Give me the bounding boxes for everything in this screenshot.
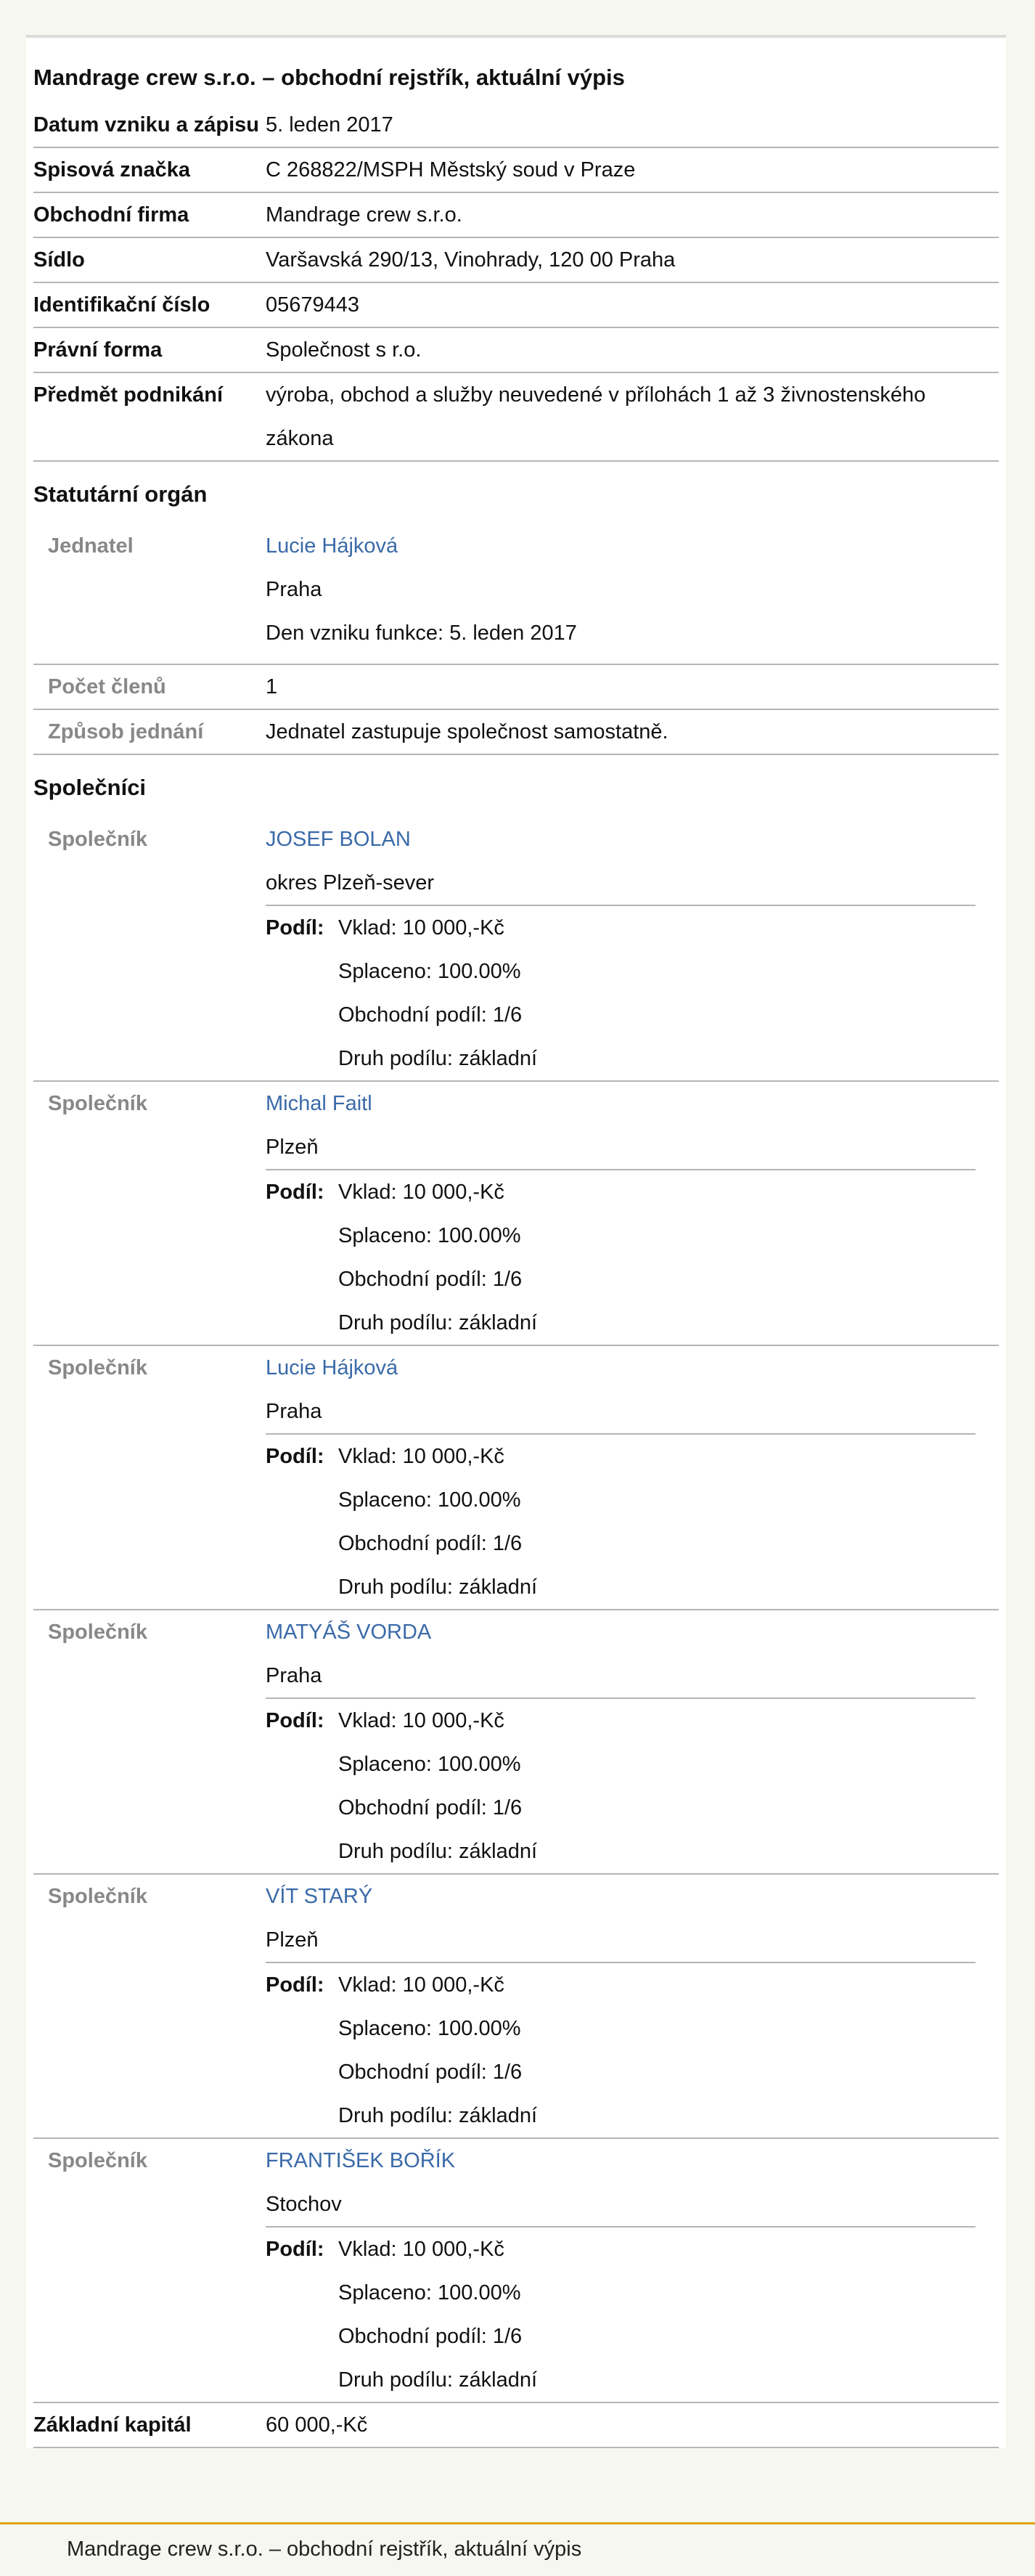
acting-method-label: Způsob jednání: [48, 720, 204, 743]
share-deposit: Vklad: 10 000,-Kč: [338, 916, 504, 939]
share-label: Podíl:: [266, 1181, 324, 1204]
partner-row: [33, 2139, 999, 2403]
director-label: Jednatel: [48, 534, 134, 558]
partner-share: [266, 1169, 975, 1345]
row-seat: [33, 238, 999, 283]
partners-list: [33, 818, 999, 2403]
row-value: 05679443: [266, 293, 360, 317]
partner-place: Praha: [266, 1664, 322, 1687]
row-label: Datum vzniku a zápisu: [33, 113, 260, 136]
share-fraction: Obchodní podíl: 1/6: [338, 2325, 523, 2348]
row-value: C 268822/MSPH Městský soud v Praze: [266, 158, 636, 182]
row-label: Základní kapitál: [33, 2413, 192, 2437]
share-label: Podíl:: [266, 916, 324, 939]
statutory-member-count: [33, 665, 999, 710]
partner-label: Společník: [48, 1356, 147, 1379]
partner-name-link[interactable]: Lucie Hájková: [266, 1356, 398, 1379]
partner-share: [266, 2226, 975, 2402]
statutory-director: [33, 524, 999, 665]
statutory-acting-method: [33, 710, 999, 755]
partner-name-link[interactable]: JOSEF BOLAN: [266, 828, 411, 851]
page-footer: Mandrage crew s.r.o. – obchodní rejstřík, aktuální výpis: [0, 2522, 1035, 2576]
partner-share: [266, 1697, 975, 1873]
share-deposit: Vklad: 10 000,-Kč: [338, 1181, 504, 1204]
share-deposit: Vklad: 10 000,-Kč: [338, 1445, 504, 1468]
page-title: Mandrage crew s.r.o. – obchodní rejstřík, aktuální výpis: [33, 65, 625, 90]
share-paid: Splaceno: 100.00%: [338, 1224, 521, 1247]
share-fraction: Obchodní podíl: 1/6: [338, 1003, 523, 1027]
partner-share: [266, 1962, 975, 2137]
partner-name-link[interactable]: Michal Faitl: [266, 1092, 372, 1115]
share-type: Druh podílu: základní: [338, 2104, 538, 2127]
share-type: Druh podílu: základní: [338, 1047, 538, 1070]
partner-label: Společník: [48, 1621, 147, 1644]
share-paid: Splaceno: 100.00%: [338, 960, 521, 983]
row-value: 60 000,-Kč: [266, 2413, 368, 2437]
share-label: Podíl:: [266, 1445, 324, 1468]
row-company-name: [33, 193, 999, 238]
row-label: Spisová značka: [33, 158, 190, 182]
partner-row: [33, 818, 999, 1082]
partner-row: [33, 1875, 999, 2139]
register-extract: [26, 35, 1006, 2448]
share-type: Druh podílu: základní: [338, 2368, 538, 2392]
share-fraction: Obchodní podíl: 1/6: [338, 2061, 523, 2084]
partner-share: [266, 1433, 975, 1609]
member-count-value: 1: [266, 675, 278, 698]
row-label: Identifikační číslo: [33, 293, 210, 317]
row-id-number: [33, 283, 999, 328]
partner-row: [33, 1610, 999, 1875]
row-file-number: [33, 148, 999, 193]
partner-place: Plzeň: [266, 1928, 319, 1952]
partner-name-link[interactable]: MATYÁŠ VORDA: [266, 1621, 432, 1644]
share-paid: Splaceno: 100.00%: [338, 1488, 521, 1512]
row-label: Sídlo: [33, 248, 85, 272]
row-value: výroba, obchod a služby neuvedené v přílohách 1 až 3 živnostenského zákona: [266, 383, 926, 450]
partner-name-link[interactable]: VÍT STARÝ: [266, 1885, 373, 1908]
director-city: Praha: [266, 578, 322, 601]
row-business-subject: [33, 373, 999, 462]
share-fraction: Obchodní podíl: 1/6: [338, 1532, 523, 1555]
share-type: Druh podílu: základní: [338, 1840, 538, 1863]
row-value: Společnost s r.o.: [266, 338, 422, 362]
share-deposit: Vklad: 10 000,-Kč: [338, 1973, 504, 1997]
row-value: Varšavská 290/13, Vinohrady, 120 00 Praha: [266, 248, 676, 272]
share-type: Druh podílu: základní: [338, 1311, 538, 1334]
share-type: Druh podílu: základní: [338, 1576, 538, 1599]
partner-name-link[interactable]: FRANTIŠEK BOŘÍK: [266, 2149, 456, 2172]
partner-share: [266, 905, 975, 1080]
partner-row: [33, 1082, 999, 1346]
row-value: 5. leden 2017: [266, 113, 393, 136]
row-label: Právní forma: [33, 338, 163, 362]
partner-place: Stochov: [266, 2193, 342, 2216]
share-fraction: Obchodní podíl: 1/6: [338, 1268, 523, 1291]
section-heading-partners: Společníci: [33, 775, 147, 800]
share-paid: Splaceno: 100.00%: [338, 2281, 521, 2304]
director-since: Den vzniku funkce: 5. leden 2017: [266, 621, 577, 645]
partner-label: Společník: [48, 1885, 147, 1908]
share-deposit: Vklad: 10 000,-Kč: [338, 1709, 504, 1732]
section-heading-statutory: Statutární orgán: [33, 481, 208, 507]
partner-place: Praha: [266, 1400, 322, 1423]
partner-label: Společník: [48, 1092, 147, 1115]
share-label: Podíl:: [266, 2238, 324, 2261]
partner-label: Společník: [48, 2149, 147, 2172]
row-founding-date: [33, 103, 999, 148]
member-count-label: Počet členů: [48, 675, 166, 698]
partner-label: Společník: [48, 828, 147, 851]
share-label: Podíl:: [266, 1709, 324, 1732]
row-legal-form: [33, 328, 999, 373]
row-value: Mandrage crew s.r.o.: [266, 203, 462, 227]
share-deposit: Vklad: 10 000,-Kč: [338, 2238, 504, 2261]
share-label: Podíl:: [266, 1973, 324, 1997]
row-label: Obchodní firma: [33, 203, 189, 227]
partner-place: okres Plzeň-sever: [266, 871, 435, 894]
partner-row: [33, 1346, 999, 1610]
director-name-link[interactable]: Lucie Hájková: [266, 534, 398, 558]
share-paid: Splaceno: 100.00%: [338, 2017, 521, 2040]
share-fraction: Obchodní podíl: 1/6: [338, 1796, 523, 1819]
partner-place: Plzeň: [266, 1136, 319, 1159]
share-paid: Splaceno: 100.00%: [338, 1753, 521, 1776]
row-label: Předmět podnikání: [33, 383, 224, 407]
acting-method-value: Jednatel zastupuje společnost samostatně.: [266, 720, 668, 743]
row-share-capital: [33, 2403, 999, 2448]
